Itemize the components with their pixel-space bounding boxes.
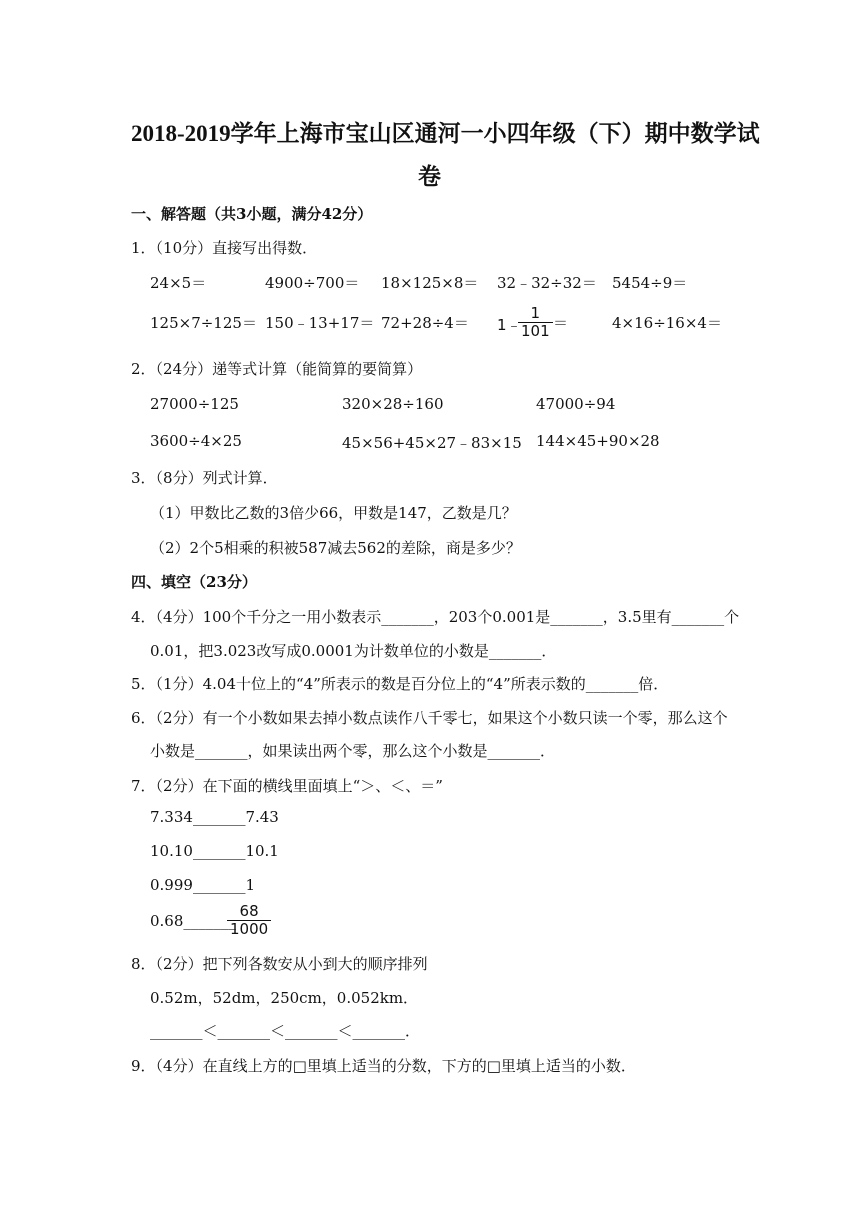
fraction-1-over-101 [518,305,553,340]
question-3-part-2: （2）2个5相乘的积被587减去562的差除，商是多少？ [150,539,521,557]
fraction-denominator: 101 [518,322,553,340]
q7-comparison: 7.334_______7.43 [150,808,279,826]
question-8-stem: 8．（2分）把下列各数安从小到大的顺序排列 [131,955,428,973]
question-6-line-1: 6．（2分）有一个小数如果去掉小数点读作八千零七，如果这个小数只读一个零，那么这个 [131,709,728,727]
q2-item: 27000÷125 [150,395,239,413]
q1-item: 18×125×8＝ [381,274,479,292]
q2-item: 3600÷4×25 [150,432,242,450]
q1-item: 125×7÷125＝ [150,314,257,332]
q2-item: 45×56+45×27﹣83×15 [342,434,522,452]
fraction-68-over-1000 [227,903,271,938]
section-heading-4: 四、填空（23分） [131,573,257,591]
q1-item: 4×16÷16×4＝ [612,314,722,332]
q7-comparison: 0.68_______ [150,912,236,930]
q2-item: 320×28÷160 [342,395,444,413]
question-8-values: 0.52m，52dm，250cm，0.052km． [150,989,419,1007]
title-line-1: 2018-2019学年上海市宝山区通河一小四年级（下）期中数学试 [131,121,760,146]
question-1-stem: 1．（10分）直接写出得数． [131,239,318,257]
question-6-line-2: 小数是_______，如果读出两个零，那么这个小数是_______． [150,742,556,760]
question-3-part-1: （1）甲数比乙数的3倍少66，甲数是147，乙数是几？ [150,504,517,522]
q2-item: 144×45+90×28 [536,432,660,450]
q1-item: 32﹣32÷32＝ [497,274,597,292]
title-line-2: 卷 [418,164,441,189]
q7-comparison: 10.10_______10.1 [150,842,279,860]
question-7-stem: 7．（2分）在下面的横线里面填上“＞、＜、＝” [131,777,443,795]
question-4-line-1: 4．（4分）100个千分之一用小数表示_______，203个0.001是_______，3.5里有_______个 [131,608,740,626]
question-9: 9．（4分）在直线上方的□里填上适当的分数，下方的□里填上适当的小数． [131,1057,636,1075]
q2-item: 47000÷94 [536,395,616,413]
question-4-line-2: 0.01，把3.023改写成0.0001为计数单位的小数是_______． [150,642,557,660]
q1-item: 24×5＝ [150,274,207,292]
question-2-stem: 2．（24分）递等式计算（能简算的要简算） [131,360,423,378]
section-heading-1: 一、解答题（共3小题，满分42分） [131,205,373,223]
q1-fraction-prefix: 1﹣ [497,316,522,334]
question-3-stem: 3．（8分）列式计算． [131,469,278,487]
fraction-denominator: 1000 [227,920,271,938]
q7-comparison: 0.999_______1 [150,876,255,894]
question-8-blanks: _______＜_______＜_______＜_______． [150,1022,421,1040]
fraction-numerator: 1 [530,304,541,322]
q1-fraction-suffix: ＝ [553,314,569,332]
fraction-numerator: 68 [239,902,259,920]
q1-item: 150﹣13+17＝ [265,314,375,332]
q1-item: 72+28÷4＝ [381,314,469,332]
question-5: 5．（1分）4.04十位上的“4”所表示的数是百分位上的“4”所表示数的_______倍． [131,675,669,693]
q1-item: 4900÷700＝ [265,274,360,292]
q1-item: 5454÷9＝ [612,274,688,292]
